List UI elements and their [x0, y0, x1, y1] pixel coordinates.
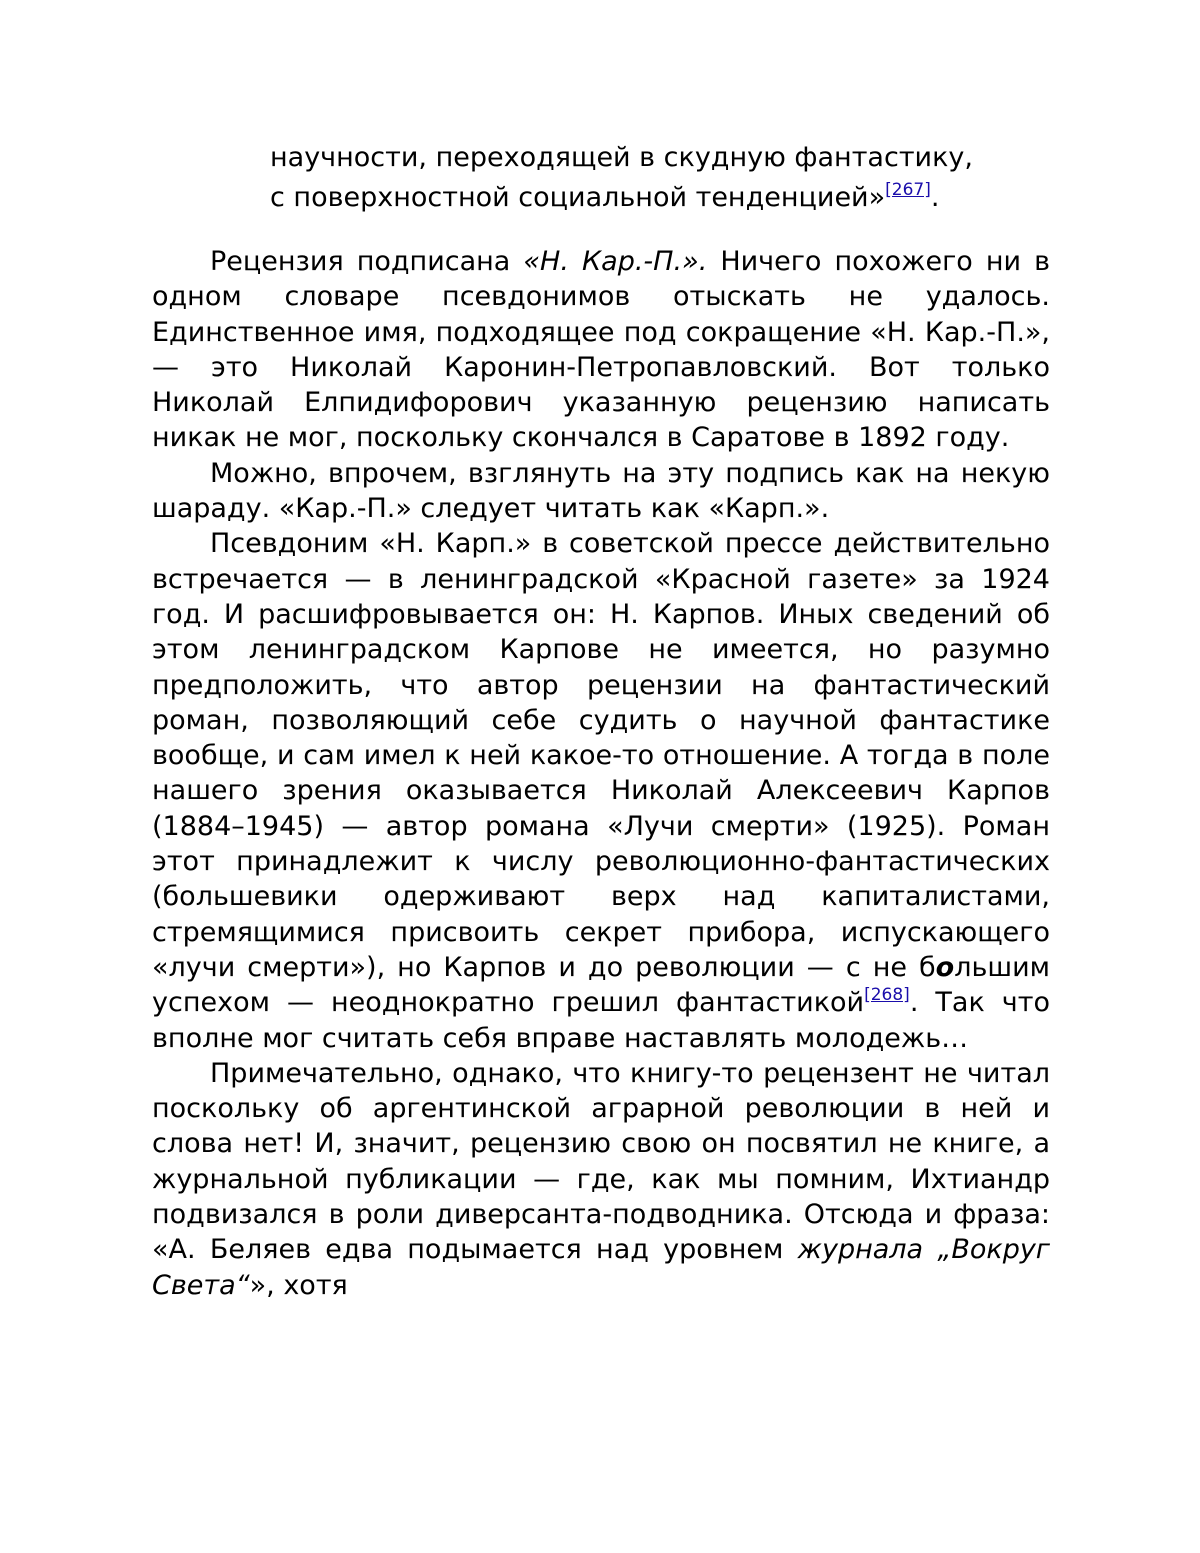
- paragraph-1: [152, 244, 1050, 456]
- quote-tail: .: [930, 182, 940, 213]
- paragraph-4-text-b: », хотя: [249, 1269, 348, 1301]
- paragraph-1-text-a: Рецензия подписана: [210, 246, 524, 277]
- paragraph-3-text-c: . Так что вполне мог считать себя вправе наставлять молодежь…: [152, 987, 1051, 1054]
- body-text: [152, 244, 1050, 1303]
- paragraph-1-text-c: Ничего похожего ни в одном словаре псевдонимов отыскать не удалось. Единственное имя, подходящее под сокращение «Н. Кар.-П.», — это Николай Каронин-Петропавловский. Вот только Николай Елпидифорович указанную рецензию написать никак не мог, поскольку скончался в Саратове в 1892 году.: [152, 246, 1050, 454]
- quote-line-2: [270, 178, 1050, 218]
- paragraph-3-text-b: льшим успехом — неоднократно грешил фантастикой: [152, 951, 1050, 1019]
- footnote-link-267[interactable]: [267]: [885, 180, 931, 200]
- quote-line-1: научности, переходящей в скудную фантастику,: [270, 142, 973, 173]
- paragraph-3: [152, 526, 1050, 1055]
- paragraph-2: Можно, впрочем, взглянуть на эту подпись как на некую шараду. «Кар.-П.» следует читать как «Карп.».: [152, 457, 1050, 525]
- journal-title: журнала „Вокруг Света“: [152, 1234, 1050, 1301]
- footnote-link-268[interactable]: [268]: [864, 985, 910, 1006]
- paragraph-3-text-a: Псевдоним «Н. Карп.» в советской прессе действительно встречается — в ленинградской «Красной газете» за 1924 год. И расшифровывается он: Н. Карпов. Иных сведений об этом ленинградском Карпове не имеется, но разумно предположить, что автор рецензии на фантастический роман, позволяющий себе судить о научной фантастике вообще, и сам имел к ней какое-то отношение. А тогда в поле нашего зрения оказывается Николай Алексеевич Карпов (1884–1945) — автор романа «Лучи смерти» (1925). Роман этот принадлежит к числу революционно-фантастических (большевики одерживают верх над капиталистами, стремящимися присвоить секрет прибора, испускающего «лучи смерти»), но Карпов и до революции — с не б: [152, 528, 1050, 983]
- quote-block: [270, 138, 1050, 218]
- quote-line-2-text: с поверхностной социальной тенденцией»: [270, 182, 886, 213]
- stressed-letter: о: [935, 951, 955, 983]
- pseudonym-signature: «Н. Кар.-П.».: [523, 246, 708, 277]
- paragraph-4: [152, 1056, 1050, 1303]
- paragraph-4-text-a: Примечательно, однако, что книгу-то рецензент не читал поскольку об аргентинской аграрной революции в ней и слова нет! И, значит, рецензию свою он посвятил не книге, а журнальной публикации — где, как мы помним, Ихтиандр подвизался в роли диверсанта-подводника. Отсюда и фраза: «А. Беляев едва подымается над уровнем: [152, 1057, 1050, 1266]
